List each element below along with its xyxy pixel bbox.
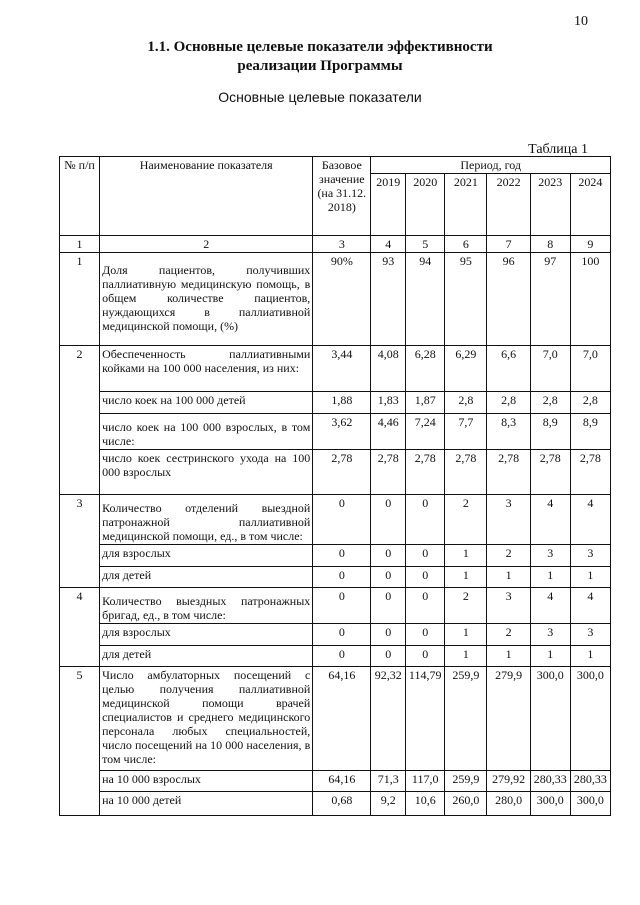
row-name: для взрослых — [100, 545, 313, 567]
row-value: 300,0 — [570, 667, 610, 771]
row-value: 2,8 — [487, 392, 530, 414]
row-value: 8,3 — [487, 414, 530, 450]
row-num: 3 — [60, 495, 100, 588]
row-value: 2 — [487, 624, 530, 646]
column-number: 8 — [530, 236, 570, 253]
column-number: 9 — [570, 236, 610, 253]
row-value: 6,29 — [445, 346, 487, 392]
row-value: 0 — [313, 495, 371, 545]
row-num: 1 — [60, 253, 100, 346]
table-row — [60, 346, 611, 392]
row-value: 3 — [570, 624, 610, 646]
table-row — [60, 588, 611, 624]
row-value: 0 — [313, 545, 371, 567]
row-value: 2,8 — [530, 392, 570, 414]
row-name: для детей — [100, 646, 313, 667]
row-value: 0 — [371, 588, 406, 624]
row-value: 0 — [406, 545, 445, 567]
header-row — [60, 157, 611, 174]
row-value: 64,16 — [313, 667, 371, 771]
row-value: 2,8 — [570, 392, 610, 414]
row-value: 300,0 — [570, 792, 610, 816]
row-value: 1 — [530, 646, 570, 667]
row-value: 1 — [530, 567, 570, 588]
table-row — [60, 495, 611, 545]
row-value: 97 — [530, 253, 570, 346]
section-heading — [40, 38, 600, 76]
row-value: 1 — [445, 567, 487, 588]
column-numbers-row — [60, 236, 611, 253]
table-row — [60, 253, 611, 346]
heading-line-2: реализации Программы — [237, 58, 403, 74]
header-period: Период, год — [371, 157, 611, 174]
row-name: Обеспеченность паллиативными койками на 100 000 населения, из них: — [100, 346, 313, 392]
table-row — [60, 545, 611, 567]
row-value: 7,0 — [530, 346, 570, 392]
row-value: 8,9 — [570, 414, 610, 450]
heading-line-1: 1.1. Основные целевые показатели эффективности — [147, 39, 493, 55]
row-name: число коек на 100 000 взрослых, в том числе: — [100, 414, 313, 450]
row-value: 2 — [487, 545, 530, 567]
row-name: на 10 000 детей — [100, 792, 313, 816]
row-num: 5 — [60, 667, 100, 816]
table-row — [60, 450, 611, 495]
table-row — [60, 646, 611, 667]
row-value: 4,46 — [371, 414, 406, 450]
header-num: № п/п — [60, 157, 100, 236]
row-name: для детей — [100, 567, 313, 588]
row-value: 2 — [445, 495, 487, 545]
row-value: 8,9 — [530, 414, 570, 450]
row-value: 6,6 — [487, 346, 530, 392]
row-value: 96 — [487, 253, 530, 346]
column-number: 6 — [445, 236, 487, 253]
row-value: 1 — [570, 646, 610, 667]
row-value: 0 — [371, 646, 406, 667]
row-value: 64,16 — [313, 771, 371, 792]
row-value: 2,78 — [487, 450, 530, 495]
row-name: на 10 000 взрослых — [100, 771, 313, 792]
row-value: 300,0 — [530, 667, 570, 771]
row-value: 259,9 — [445, 771, 487, 792]
row-value: 7,24 — [406, 414, 445, 450]
row-value: 93 — [371, 253, 406, 346]
row-name: Доля пациентов, получивших паллиативную медицинскую помощь, в общем количестве пациентов, нуждающихся в паллиативной медицинской помощи, (%) — [100, 253, 313, 346]
row-name: Количество выездных патронажных бригад, ед., в том числе: — [100, 588, 313, 624]
column-number: 1 — [60, 236, 100, 253]
table-row — [60, 667, 611, 771]
row-value: 2,78 — [406, 450, 445, 495]
row-value: 300,0 — [530, 792, 570, 816]
row-value: 2,8 — [445, 392, 487, 414]
row-value: 1 — [487, 567, 530, 588]
row-value: 4 — [570, 495, 610, 545]
row-value: 117,0 — [406, 771, 445, 792]
row-value: 279,9 — [487, 667, 530, 771]
row-value: 2,78 — [530, 450, 570, 495]
column-number: 5 — [406, 236, 445, 253]
header-year: 2024 — [570, 174, 610, 236]
row-value: 3 — [487, 495, 530, 545]
row-value: 7,0 — [570, 346, 610, 392]
row-value: 3 — [530, 545, 570, 567]
row-value: 280,33 — [570, 771, 610, 792]
header-base: Базовое значение (на 31.12. 2018) — [313, 157, 371, 236]
row-value: 95 — [445, 253, 487, 346]
row-name: число коек на 100 000 детей — [100, 392, 313, 414]
row-value: 3,62 — [313, 414, 371, 450]
column-number: 7 — [487, 236, 530, 253]
row-value: 0 — [313, 624, 371, 646]
row-value: 71,3 — [371, 771, 406, 792]
row-name: Количество отделений выездной патронажной паллиативной медицинской помощи, ед., в том числе: — [100, 495, 313, 545]
header-year: 2023 — [530, 174, 570, 236]
header-year: 2022 — [487, 174, 530, 236]
row-value: 1 — [445, 624, 487, 646]
row-value: 0 — [371, 624, 406, 646]
row-value: 3 — [570, 545, 610, 567]
row-value: 0 — [313, 567, 371, 588]
table-row — [60, 392, 611, 414]
row-value: 10,6 — [406, 792, 445, 816]
row-value: 4,08 — [371, 346, 406, 392]
row-value: 280,33 — [530, 771, 570, 792]
row-value: 92,32 — [371, 667, 406, 771]
row-value: 0 — [371, 567, 406, 588]
table-label: Таблица 1 — [528, 142, 588, 157]
row-value: 0 — [371, 495, 406, 545]
row-value: 0 — [406, 495, 445, 545]
row-value: 279,92 — [487, 771, 530, 792]
row-value: 94 — [406, 253, 445, 346]
row-value: 1 — [487, 646, 530, 667]
row-value: 4 — [530, 495, 570, 545]
subtitle: Основные целевые показатели — [218, 89, 422, 105]
row-value: 3 — [487, 588, 530, 624]
row-value: 1,88 — [313, 392, 371, 414]
row-value: 4 — [570, 588, 610, 624]
header-year: 2019 — [371, 174, 406, 236]
row-value: 0 — [313, 588, 371, 624]
row-value: 0 — [406, 567, 445, 588]
row-num: 2 — [60, 346, 100, 495]
table-row — [60, 792, 611, 816]
row-value: 3,44 — [313, 346, 371, 392]
row-value: 259,9 — [445, 667, 487, 771]
column-number: 3 — [313, 236, 371, 253]
row-value: 0 — [371, 545, 406, 567]
row-value: 9,2 — [371, 792, 406, 816]
row-value: 2,78 — [570, 450, 610, 495]
row-num: 4 — [60, 588, 100, 667]
row-value: 90% — [313, 253, 371, 346]
header-year: 2020 — [406, 174, 445, 236]
table-row — [60, 624, 611, 646]
row-value: 2,78 — [445, 450, 487, 495]
row-value: 3 — [530, 624, 570, 646]
row-value: 2,78 — [371, 450, 406, 495]
row-value: 0 — [406, 624, 445, 646]
indicators-table — [59, 156, 611, 816]
row-value: 280,0 — [487, 792, 530, 816]
row-value: 0 — [313, 646, 371, 667]
column-number: 2 — [100, 236, 313, 253]
row-value: 1 — [570, 567, 610, 588]
row-value: 7,7 — [445, 414, 487, 450]
table-row — [60, 414, 611, 450]
row-value: 4 — [530, 588, 570, 624]
row-value: 2,78 — [313, 450, 371, 495]
row-value: 1,87 — [406, 392, 445, 414]
table-row — [60, 771, 611, 792]
page-number: 10 — [574, 14, 588, 29]
row-value: 260,0 — [445, 792, 487, 816]
table-row — [60, 567, 611, 588]
column-number: 4 — [371, 236, 406, 253]
row-value: 1,83 — [371, 392, 406, 414]
row-value: 1 — [445, 545, 487, 567]
row-value: 0 — [406, 588, 445, 624]
row-value: 114,79 — [406, 667, 445, 771]
row-name: для взрослых — [100, 624, 313, 646]
row-value: 0,68 — [313, 792, 371, 816]
row-value: 0 — [406, 646, 445, 667]
row-value: 1 — [445, 646, 487, 667]
header-year: 2021 — [445, 174, 487, 236]
row-value: 100 — [570, 253, 610, 346]
row-value: 2 — [445, 588, 487, 624]
row-name: число коек сестринского ухода на 100 000 взрослых — [100, 450, 313, 495]
row-value: 6,28 — [406, 346, 445, 392]
row-name: Число амбулаторных посещений с целью получения паллиативной медицинской помощи врачей специалистов и среднего медицинского персонала любых специальностей, число посещений на 10 000 населения, в том числе: — [100, 667, 313, 771]
header-name: Наименование показателя — [100, 157, 313, 236]
